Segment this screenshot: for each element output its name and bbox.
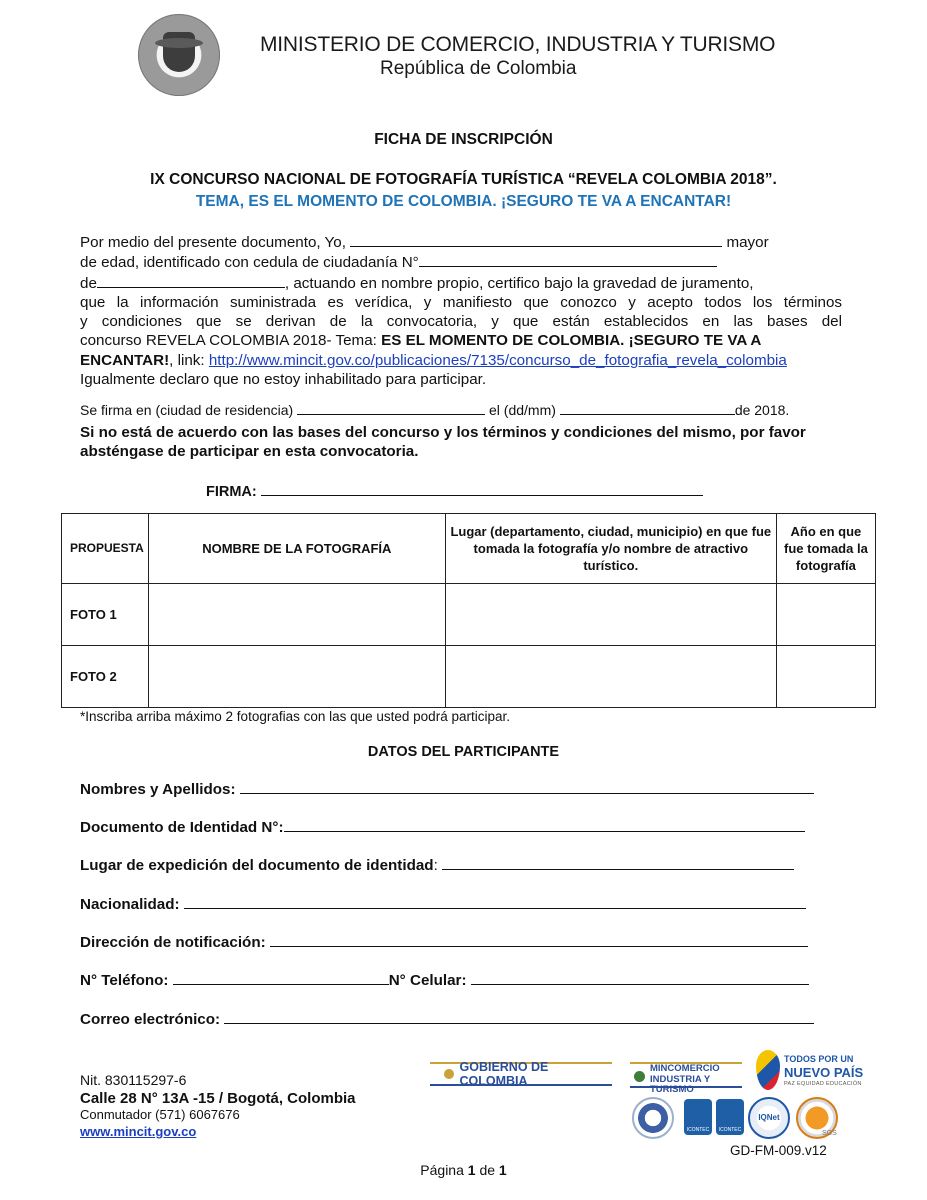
colombia-flag-icon xyxy=(756,1050,780,1090)
photo-1-year-cell[interactable] xyxy=(776,584,875,646)
col-place: Lugar (departamento, ciudad, municipio) en que fue tomada la fotografía y/o nombre de atractivo turístico. xyxy=(445,514,776,584)
ministry-title: MINISTERIO DE COMERCIO, INDUSTRIA Y TURISMO xyxy=(260,33,776,56)
colombia-seal-icon xyxy=(138,14,220,96)
email-field xyxy=(80,1009,814,1028)
gobierno-logo-text: GOBIERNO DE COLOMBIA xyxy=(459,1060,549,1088)
phone-label: N° Teléfono: xyxy=(80,972,169,989)
declaration-text: mayor xyxy=(726,234,769,251)
contest-title: IX CONCURSO NACIONAL DE FOTOGRAFÍA TURÍSTICA “REVELA COLOMBIA 2018”. xyxy=(150,171,777,188)
address-label: Dirección de notificación: xyxy=(80,934,266,951)
icontec-iso-cert-icon: ICONTEC xyxy=(716,1099,744,1135)
date-blank[interactable] xyxy=(560,402,735,415)
footer-website-link[interactable]: www.mincit.gov.co xyxy=(80,1124,197,1139)
names-label: Nombres y Apellidos: xyxy=(80,781,236,798)
photo-1-place-cell[interactable] xyxy=(445,584,776,646)
table-row xyxy=(62,584,876,646)
declaration-line-1 xyxy=(80,232,842,252)
declaration-line-6 xyxy=(80,331,842,350)
signed-year-label: de 2018. xyxy=(734,402,790,418)
page-number xyxy=(0,1162,927,1178)
mobile-label: N° Celular: xyxy=(388,972,467,989)
email-blank[interactable] xyxy=(224,1009,814,1024)
mobile-blank[interactable] xyxy=(471,970,809,985)
signature-blank[interactable] xyxy=(261,481,703,496)
nationality-label: Nacionalidad: xyxy=(80,896,180,913)
declaration-line-7 xyxy=(80,351,842,370)
full-name-blank[interactable] xyxy=(350,232,722,247)
todos-por-un-nuevo-pais-logo xyxy=(756,1050,864,1092)
icontec-gp-cert-icon: ICONTEC xyxy=(684,1099,712,1135)
signature-label: FIRMA: xyxy=(206,484,257,500)
page-mid: de xyxy=(475,1162,499,1178)
participant-section-title: DATOS DEL PARTICIPANTE xyxy=(367,744,560,760)
footer-address: Calle 28 N° 13A -15 / Bogotá, Colombia xyxy=(80,1090,356,1107)
id-place-field: Lugar de expedición del documento de identidad: xyxy=(80,855,794,874)
col-year: Año en que fue tomada la fotografía xyxy=(776,514,875,584)
sgs-label: SGS xyxy=(822,1130,837,1137)
warning-text: Si no está de acuerdo con las bases del concurso y los términos y condiciones del mismo, por favor absténgase de participar en esta convocatoria. xyxy=(80,424,806,460)
table-note: *Inscriba arriba máximo 2 fotografias con las que usted podrá participar. xyxy=(80,709,510,724)
photos-table xyxy=(61,513,876,708)
residence-city-blank[interactable] xyxy=(297,402,485,415)
id-document-label: Documento de Identidad N°: xyxy=(80,819,284,836)
col-proposal: PROPUESTA xyxy=(62,514,149,584)
country-subtitle: República de Colombia xyxy=(380,58,577,79)
todos-logo-line-3: PAZ EQUIDAD EDUCACIÓN xyxy=(784,1081,862,1087)
id-document-field xyxy=(80,817,805,836)
id-place-blank[interactable] xyxy=(442,855,794,870)
declaration-theme-bold: ENCANTAR! xyxy=(80,351,170,369)
declaration-text: de edad, identificado con cedula de ciudadanía N° xyxy=(80,254,419,272)
declaration-text: , link: xyxy=(169,351,205,369)
footer-nit: Nit. 830115297-6 xyxy=(80,1072,187,1088)
col-photo-name: NOMBRE DE LA FOTOGRAFÍA xyxy=(148,514,445,584)
signed-in-line xyxy=(80,402,789,418)
signature-line xyxy=(206,481,703,500)
table-header-row xyxy=(62,514,876,584)
id-document-blank[interactable] xyxy=(284,817,805,832)
iqnet-cert-icon xyxy=(748,1097,790,1139)
signed-date-label: el (dd/mm) xyxy=(489,402,556,418)
signed-city-label: Se firma en (ciudad de residencia) xyxy=(80,402,294,418)
declaration-text: Por medio del presente documento, Yo, xyxy=(80,234,346,251)
declaration-line-3 xyxy=(80,273,842,293)
nationality-field xyxy=(80,894,806,913)
todos-logo-line-1: TODOS POR UN xyxy=(784,1054,854,1064)
certification-seal-icon xyxy=(632,1097,674,1139)
declaration-line-4: que la información suministrada es verídica, y manifiesto que conozco y acepto todos los términos xyxy=(80,293,842,311)
gobierno-seal-icon xyxy=(444,1069,454,1079)
footer-phone: Conmutador (571) 6067676 xyxy=(80,1107,240,1122)
page-current: 1 xyxy=(467,1162,476,1178)
id-city-blank[interactable] xyxy=(97,273,285,288)
names-blank[interactable] xyxy=(240,779,814,794)
document-code: GD-FM-009.v12 xyxy=(730,1143,827,1158)
mincomercio-seal-icon xyxy=(634,1071,645,1082)
iqnet-label: IQNet xyxy=(758,1113,780,1122)
contest-link[interactable]: http://www.mincit.gov.co/publicaciones/7135/concurso_de_fotografia_revela_colombia xyxy=(208,351,787,369)
id-number-blank[interactable] xyxy=(419,252,717,267)
page-total: 1 xyxy=(498,1162,507,1178)
gobierno-de-colombia-logo xyxy=(430,1062,612,1086)
photo-2-year-cell[interactable] xyxy=(776,646,875,708)
declaration-line-8: Igualmente declaro que no estoy inhabilitado para participar. xyxy=(80,371,487,389)
declaration-text: , actuando en nombre propio, certifico bajo la gravedad de juramento, xyxy=(284,274,754,292)
declaration-text: concurso REVELA COLOMBIA 2018- Tema: xyxy=(80,332,377,350)
photo-2-place-cell[interactable] xyxy=(445,646,776,708)
names-field xyxy=(80,779,814,798)
table-row xyxy=(62,646,876,708)
mincomercio-logo xyxy=(630,1062,742,1095)
nationality-blank[interactable] xyxy=(184,894,806,909)
row-label: FOTO 2 xyxy=(62,646,149,708)
contest-theme: TEMA, ES EL MOMENTO DE COLOMBIA. ¡SEGURO TE VA A ENCANTAR! xyxy=(195,193,732,210)
phone-field xyxy=(80,970,809,989)
mincomercio-logo-subtext: INDUSTRIA Y TURISMO xyxy=(650,1073,711,1095)
todos-logo-line-2: NUEVO PAÍS xyxy=(784,1065,864,1080)
declaration-text: de xyxy=(80,274,97,292)
page-prefix: Página xyxy=(420,1162,468,1178)
address-field xyxy=(80,932,808,951)
declaration-line-2 xyxy=(80,252,842,272)
form-title: FICHA DE INSCRIPCIÓN xyxy=(374,131,553,148)
declaration-paragraph xyxy=(80,232,842,389)
email-label: Correo electrónico: xyxy=(80,1011,221,1028)
declaration-theme-bold: ES EL MOMENTO DE COLOMBIA. ¡SEGURO TE VA A xyxy=(381,332,762,350)
id-place-label: Lugar de expedición del documento de identidad xyxy=(80,857,434,874)
photo-1-name-cell[interactable] xyxy=(148,584,445,646)
declaration-line-5: y condiciones que se derivan de la convocatoria, y que están establecidos en las bases del xyxy=(80,313,842,331)
phone-blank[interactable] xyxy=(173,970,389,985)
mincomercio-logo-text: MINCOMERCIO xyxy=(650,1063,720,1074)
row-label: FOTO 1 xyxy=(62,584,149,646)
address-blank[interactable] xyxy=(270,932,808,947)
photo-2-name-cell[interactable] xyxy=(148,646,445,708)
